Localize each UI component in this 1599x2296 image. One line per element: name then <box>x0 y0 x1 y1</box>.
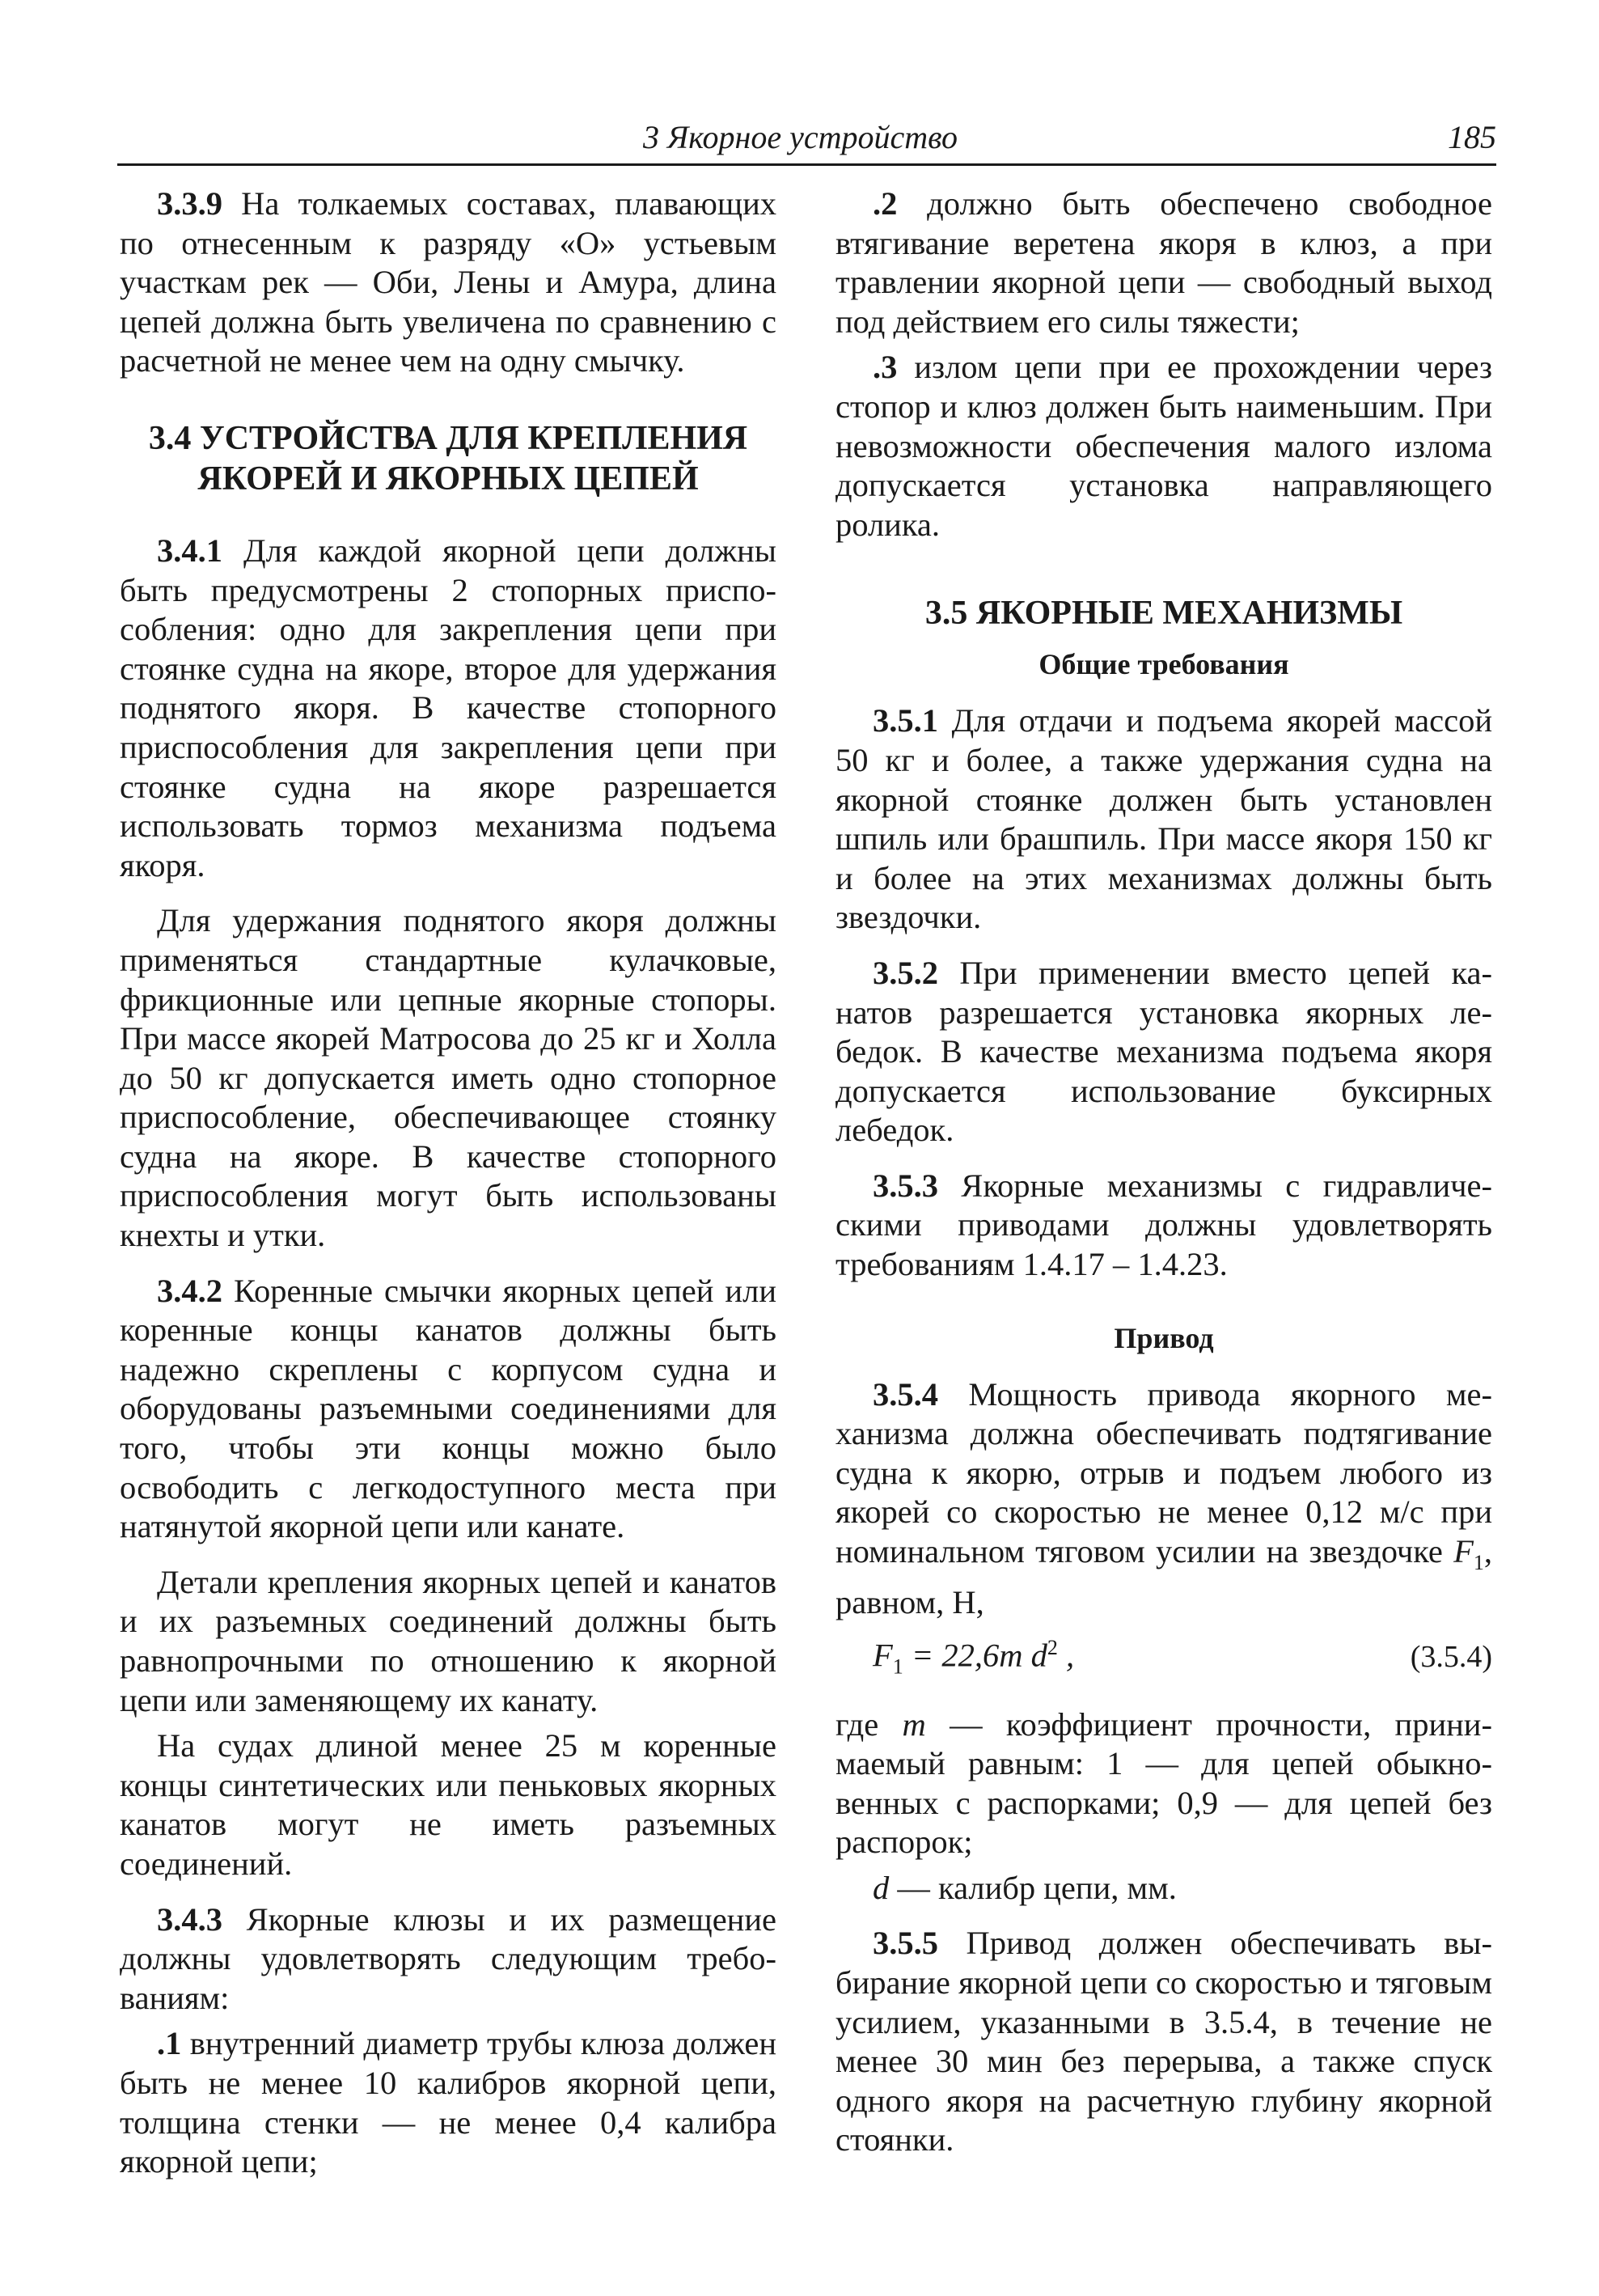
paragraph-text: Якорные механизмы с гидравлическими приводами должны удовлетворять требованиям 1.4.17 – 1.4.23. <box>835 1167 1492 1283</box>
formula-lhs: F <box>873 1637 893 1674</box>
paragraph-text: Привод должен обеспечивать выбирание якорной цепи со скоростью и тяговым усилием, указанными в 3.5.4, в течение не менее 30 мин без перерыва, а также спуск одного якоря на расчетную глубину якорной стоянки. <box>835 1925 1492 2158</box>
list-item-3 <box>835 348 1492 544</box>
formula-lhs-subscript: 1 <box>892 1654 903 1679</box>
item-number: .2 <box>873 185 898 222</box>
paragraph-3-4-3 <box>120 1900 776 2019</box>
paragraph-text: На толкаемых составах, плавающих по отнесенным к разряду «О» устьевым участкам рек — Оби, Лены и Амура, длина цепей должна быть увеличена по сравнению с расчетной не менее чем на одну смычку. <box>120 185 776 379</box>
header-title: 3 Якорное устройство <box>643 119 958 155</box>
paragraph-text: Коренные смычки якорных цепей или коренные концы канатов должны быть надежно скреплены с корпусом судна и оборудованы разъемными соединениями для того, чтобы эти концы можно было освободить с легкодоступного места при натянутой якорной цепи или канате. <box>120 1272 776 1545</box>
page-number: 185 <box>1448 119 1496 155</box>
subsection-general-heading: Общие требования <box>1039 648 1289 681</box>
paragraph-text: При применении вместо цепей канатов разрешается установка якорных лебедок. В качестве механизма подъема якоря допускается использование буксирных лебедок. <box>835 954 1492 1149</box>
left-column <box>120 184 776 2198</box>
item-number: .1 <box>157 2025 182 2062</box>
clause-number: 3.4.1 <box>157 532 222 569</box>
paragraph-tail: , равном, Н, <box>835 1533 1492 1620</box>
item-text: излом цепи при ее прохождении через стопор и клюз должен быть наименьшим. При невозможности обеспечения малого излома допускается установка направляющего ролика. <box>835 349 1492 543</box>
paragraph-3-5-5 <box>835 1924 1492 2160</box>
paragraph-text: — калибр цепи, мм. <box>889 1869 1177 1906</box>
clause-number: 3.5.5 <box>873 1925 938 1962</box>
paragraph-3-4-2-c: На судах длиной менее 25 м коренные концы синтетических или пеньковых якорных канатов могут не иметь разъемных соединений. <box>120 1727 776 1882</box>
paragraph-d <box>835 1869 1492 1908</box>
clause-number: 3.4.2 <box>157 1272 222 1309</box>
paragraph-3-4-2 <box>120 1272 776 1547</box>
item-number: .3 <box>873 349 898 386</box>
paragraph-text: Для отдачи и подъема якорей массой 50 кг и более, а также удержания судна на якорной стоянке должен быть установлен шпиль или брашпиль. При массе якоря 150 кг и более на этих механизмах должны быть звездочки. <box>835 702 1492 936</box>
item-text: внутренний диаметр трубы клюза должен быть не менее 10 калибров якорной цепи, толщина стенки — не менее 0,4 калибра якорной цепи; <box>120 2025 776 2180</box>
item-text: должно быть обеспечено свободное втягивание веретена якоря в клюз, а при травлении якорной цепи — свободный выход под действием его силы тяжести; <box>835 185 1492 340</box>
formula-expression <box>873 1629 1074 1687</box>
paragraph-3-5-2 <box>835 954 1492 1150</box>
formula-3-5-4 <box>835 1629 1492 1687</box>
section-3-5-heading: 3.5 ЯКОРНЫЕ МЕХАНИЗМЫ <box>924 595 1403 633</box>
clause-number: 3.3.9 <box>157 185 222 222</box>
where-prefix: где <box>835 1705 903 1743</box>
clause-number: 3.5.4 <box>873 1375 938 1413</box>
paragraph-3-5-3 <box>835 1167 1492 1285</box>
variable-d: d <box>873 1869 890 1906</box>
formula-tail: , <box>1057 1637 1075 1674</box>
paragraph-text: Для каждой якорной цепи должны быть предусмотрены 2 стопорных приспособления: одно для закрепления цепи при стоянке судна на якоре, второе для удержания поднятого якоря. В качестве стопорного приспособления для закрепления цепи при стоянке судна на якоре разрешается использовать тормоз механизма подъема якоря. <box>120 532 776 883</box>
section-heading-line: ЯКОРЕЙ И ЯКОРНЫХ ЦЕПЕЙ <box>197 460 699 498</box>
list-item-1 <box>120 2024 776 2181</box>
clause-number: 3.4.3 <box>157 1900 222 1938</box>
paragraph-text: Мощность привода якорного механизма должна обеспечивать подтягивание судна к якорю, отрыв и подъем любого из якорей со скоростью не менее 0,12 м/с при номинальном тяговом усилии на звездочке <box>835 1375 1492 1570</box>
section-heading-line: 3.4 УСТРОЙСТВА ДЛЯ КРЕПЛЕНИЯ <box>148 419 748 457</box>
variable-f1 <box>1453 1533 1484 1575</box>
right-column <box>835 184 1492 2176</box>
clause-number: 3.5.2 <box>873 954 938 991</box>
paragraph-3-5-1 <box>835 701 1492 938</box>
paragraph-where <box>835 1705 1492 1862</box>
paragraph-3-3-9 <box>120 184 776 381</box>
section-3-4-heading <box>120 418 776 499</box>
paragraph-text: — коэффициент прочности, принимаемый равным: 1 — для цепей обыкновенных с распорками; 0,9 — для цепей без распорок; <box>835 1705 1492 1861</box>
variable-m: m <box>902 1705 926 1743</box>
paragraph-3-5-4 <box>835 1375 1492 1623</box>
equation-number: (3.5.4) <box>1410 1639 1492 1674</box>
subsection-drive-heading: Привод <box>1114 1321 1214 1354</box>
formula-rhs: = 22,6m d <box>903 1637 1047 1674</box>
paragraph-3-4-2-b: Детали крепления якорных цепей и канатов и их разъемных соединений должны быть равнопрочными по отношению к якорной цепи или заменяющему их канату. <box>120 1563 776 1718</box>
running-header <box>117 113 1496 166</box>
clause-number: 3.5.1 <box>873 702 938 739</box>
paragraph-3-4-1 <box>120 532 776 885</box>
list-item-2 <box>835 184 1492 341</box>
paragraph-text: Якорные клюзы и их размещение должны удовлетворять следующим требованиям: <box>120 1900 776 2016</box>
variable-letter: F <box>1453 1533 1474 1570</box>
clause-number: 3.5.3 <box>873 1167 938 1204</box>
variable-subscript: 1 <box>1473 1551 1484 1575</box>
paragraph-3-4-1-b: Для удержания поднятого якоря должны применяться стандартные кулачковые, фрикционные или цепные якорные стопоры. При массе якорей Матросова до 25 кг и Холла до 50 кг допускается иметь одно стопорное приспособление, обеспечивающее стоянку судна на якоре. В качестве стопорного приспособления могут быть использованы кнехты и утки. <box>120 902 776 1254</box>
formula-exponent: 2 <box>1047 1636 1058 1660</box>
